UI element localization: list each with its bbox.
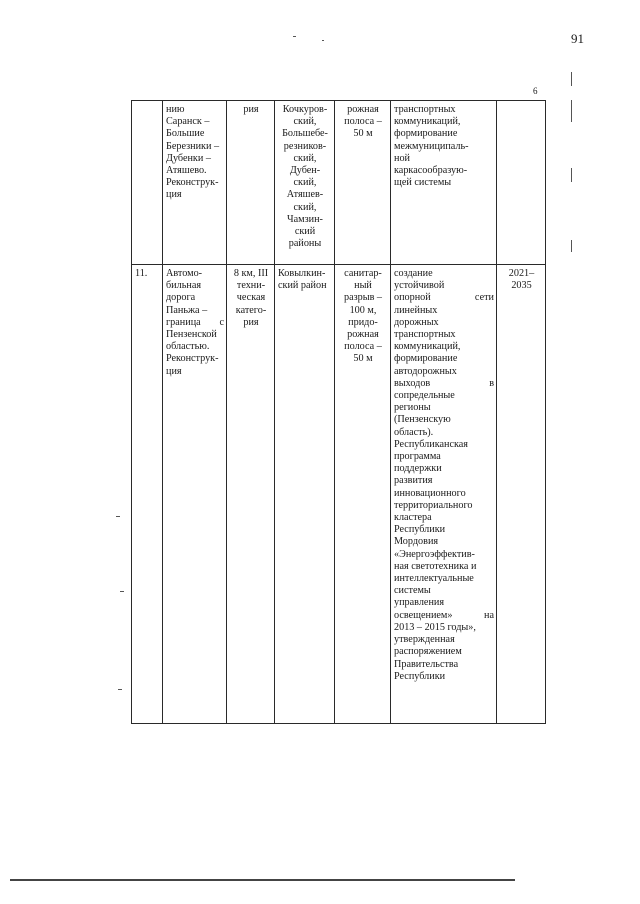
text-line: 50 м xyxy=(353,353,373,365)
text-line: формирование xyxy=(394,128,458,140)
text-line: развития xyxy=(394,475,433,487)
text-line: ский, xyxy=(293,152,317,164)
scan-speck xyxy=(571,240,572,252)
text-line: коммуникаций, xyxy=(394,116,461,128)
text-line: Ковылкин- xyxy=(278,268,326,279)
scan-speck xyxy=(322,40,324,41)
scan-speck xyxy=(120,591,124,592)
table-row-11 xyxy=(132,265,546,724)
text-line: Автомо- xyxy=(166,268,203,279)
text-line: интеллектуальные xyxy=(394,573,474,585)
text-line: «Энергоэффектив- xyxy=(394,548,475,560)
text-line: Реконструк- xyxy=(166,177,219,189)
text-line: Республиканская xyxy=(394,438,468,450)
scan-speck xyxy=(571,168,572,182)
text-line: системы xyxy=(394,585,431,597)
text-line: поддержки xyxy=(394,463,442,475)
text-line: полоса – xyxy=(344,341,382,353)
text-line: бильная xyxy=(166,280,202,292)
text-line: выходов в xyxy=(394,377,494,389)
text-line: районы xyxy=(288,238,322,250)
text-line: техни- xyxy=(236,280,266,292)
text-line: ная светотехника и xyxy=(394,560,477,572)
text-line: Березники – xyxy=(166,140,220,152)
text-line: Дубенки – xyxy=(166,152,211,164)
text-line: Республики xyxy=(394,524,446,536)
text-line: Республики xyxy=(394,670,446,682)
text-line: каркасообразую- xyxy=(394,165,468,177)
text-line: программа xyxy=(394,451,441,463)
text-line: Пензенской xyxy=(166,329,217,341)
text-line: формирование xyxy=(394,353,458,365)
text-line: ский xyxy=(294,226,316,238)
text-line: Чамзин- xyxy=(287,213,323,225)
text-line: ский, xyxy=(293,177,317,189)
text-line: опорной сети xyxy=(394,292,494,304)
text-line: ский, xyxy=(293,201,317,213)
text-line: Правительства xyxy=(394,658,459,670)
sheet-mark: 6 xyxy=(533,86,538,96)
text-line: межмуниципаль- xyxy=(394,140,469,152)
text-line: освещением» на xyxy=(394,609,494,621)
cell-period: 2021–2035 xyxy=(497,265,546,724)
text-line: ный xyxy=(354,280,372,292)
text-line: областью. xyxy=(166,341,210,353)
text-line: придо- xyxy=(348,316,378,328)
text-line: управления xyxy=(394,597,445,609)
text-line: рия xyxy=(243,316,259,328)
text-line: нию xyxy=(166,104,185,115)
text-line: кластера xyxy=(394,512,432,524)
text-line: граница с xyxy=(166,316,224,328)
text-line: дорожных xyxy=(394,316,439,328)
text-line: транспортных xyxy=(394,104,456,115)
text-line: Большебе- xyxy=(282,128,328,140)
text-line: 8 км, III xyxy=(233,268,269,279)
text-line: Атяшево. xyxy=(166,165,207,177)
text-line: устойчивой xyxy=(394,280,445,292)
text-line: ский район xyxy=(278,280,327,292)
text-line: Большие xyxy=(166,128,205,140)
text-line: Паньжа – xyxy=(166,304,208,316)
cell-length xyxy=(227,265,275,724)
text-line: щей системы xyxy=(394,177,452,189)
text-line: инновационного xyxy=(394,487,466,499)
text-line: полоса – xyxy=(344,116,382,128)
text-line: создание xyxy=(394,268,433,279)
text-line: (Пензенскую xyxy=(394,414,451,426)
text-line: регионы xyxy=(394,402,431,414)
text-line: транспортных xyxy=(394,329,456,341)
text-line: дорога xyxy=(166,292,196,304)
scan-speck xyxy=(571,100,572,122)
scan-speck xyxy=(116,516,120,517)
cell-object-name xyxy=(163,101,227,265)
text-line: сопредельные xyxy=(394,390,455,402)
text-line: ной xyxy=(394,152,410,164)
text-line: ция xyxy=(166,189,182,201)
page-number: 91 xyxy=(571,31,584,46)
planning-table xyxy=(131,100,546,724)
cell-protection-zone xyxy=(335,265,391,724)
text-line: территориального xyxy=(394,499,473,511)
scan-speck xyxy=(293,36,296,37)
cell-length xyxy=(227,101,275,265)
text-line: коммуникаций, xyxy=(394,341,461,353)
text-line: распоряжением xyxy=(394,646,462,658)
text-line: Реконструк- xyxy=(166,353,219,365)
scan-speck xyxy=(118,689,122,690)
cell-number: 11. xyxy=(132,265,163,724)
text-line: Атяшев- xyxy=(286,189,324,201)
text-line: санитар- xyxy=(344,268,382,279)
text-line: автодорожных xyxy=(394,365,457,377)
bottom-scan-line xyxy=(10,879,515,881)
text-line: ский, xyxy=(293,116,317,128)
text-line: рожная xyxy=(347,104,379,115)
text-line: резников- xyxy=(283,140,327,152)
cell-district xyxy=(275,265,335,724)
text-line: область). xyxy=(394,426,434,438)
text-line: ческая xyxy=(236,292,266,304)
text-line: 100 м, xyxy=(349,304,377,316)
text-line: разрыв – xyxy=(343,292,383,304)
cell-purpose xyxy=(391,265,497,724)
cell-district xyxy=(275,101,335,265)
cell-number xyxy=(132,101,163,265)
cell-object-name xyxy=(163,265,227,724)
text-line: катего- xyxy=(235,304,267,316)
text-line: утвержденная xyxy=(394,634,455,646)
table-row-continued xyxy=(132,101,546,265)
text-line: линейных xyxy=(394,304,438,316)
text-line: Мордовия xyxy=(394,536,439,548)
text-line: Дубен- xyxy=(289,165,321,177)
cell-protection-zone xyxy=(335,101,391,265)
text-line: Кочкуров- xyxy=(282,104,328,115)
scan-speck xyxy=(571,72,572,86)
cell-purpose xyxy=(391,101,497,265)
text-line: ция xyxy=(166,365,182,377)
text-line: рожная xyxy=(347,329,379,341)
text-line: рия xyxy=(243,104,259,115)
text-line: 50 м xyxy=(353,128,373,140)
cell-period xyxy=(497,101,546,265)
text-line: Саранск – xyxy=(166,116,210,128)
text-line: 2013 – 2015 годы», xyxy=(394,621,476,633)
